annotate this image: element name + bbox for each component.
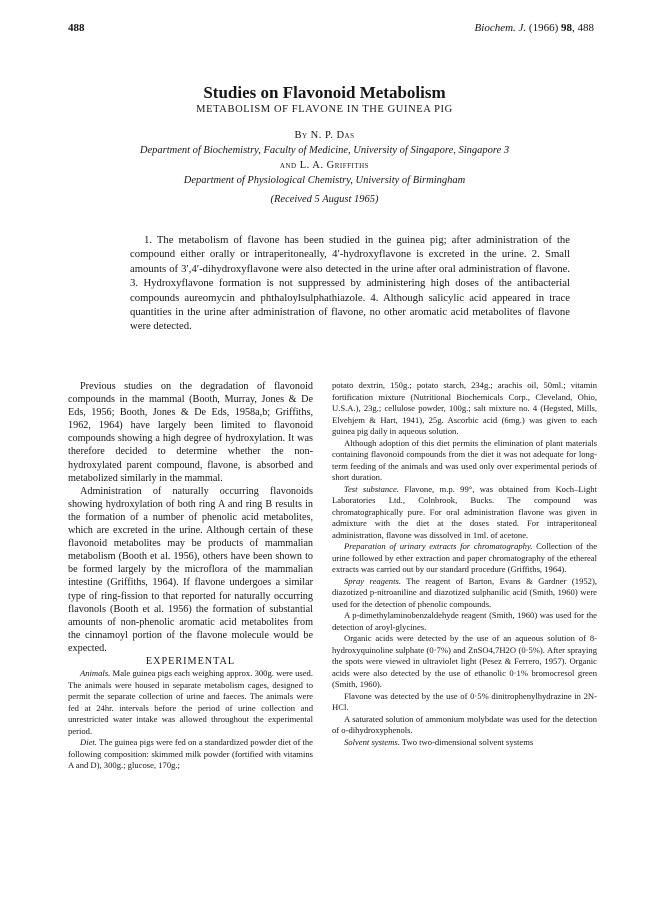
article-title: Studies on Flavonoid Metabolism (203, 83, 446, 102)
spray-reagents-paragraph: Spray reagents. The reagent of Barton, Evans & Gardner (1952), diazotized p-nitroaniline and diazotized sulphanilic acid (Smith, 1960) were used for the detection of phenolic compounds. (332, 575, 597, 609)
article-subtitle: METABOLISM OF FLAVONE IN THE GUINEA PIG (196, 104, 453, 115)
left-column (68, 380, 313, 772)
section-heading-experimental: EXPERIMENTAL (145, 655, 236, 667)
test-substance-paragraph: Test substance. Flavone, m.p. 99°, was obtained from Koch–Light Laboratories Ltd., Colnbrook, Bucks. The compound was chromatographically pure. For oral administration flavone was given in admixture with the diet at the doses stated. For intraperitoneal administration, flavone was dissolved in 1ml. of acetone. (332, 483, 597, 540)
diet-paragraph: Diet. The guinea pigs were fed on a standardized powder diet of the following composition: skimmed milk powder (fortified with vitamins A and D), 300g.; glucose, 170g.; (68, 737, 313, 771)
diet-continued-paragraph: potato dextrin, 150g.; potato starch, 234g.; arachis oil, 50ml.; vitamin fortification mixture (Nutritional Biochemicals Corp., Cleveland, Ohio, U.S.A.), 23g.; cellulose powder, 100g.; salt mixture no. 4 (Hegsted, Mills, Elvehjem & Hart, 1941), 25g. Ascorbic acid (6mg.) was given to each guinea pig daily in aqueous solution. (332, 380, 597, 436)
author-line-2: and L. A. Griffiths (279, 160, 370, 171)
preparation-paragraph: Preparation of urinary extracts for chromatography. Collection of the urine followed by ether extraction and paper chromatography of the ethereal extracts was carried out by our standard procedure (Griffiths, 1964). (332, 541, 598, 574)
received-date: (Received 5 August 1965) (270, 194, 379, 205)
author-line-1: By N. P. Das (294, 130, 355, 141)
running-header (68, 22, 594, 36)
diet-note-paragraph: Although adoption of this diet permits the elimination of plant materials containing flavonoid compounds from the diet it was not adequate for long-term feeding of the animals and was used only over experimental periods of short duration. (332, 437, 597, 482)
intro-paragraph-2: Administration of naturally occurring flavonoids showing hydroxylation of both ring A and ring B results in the formation of a number of phenolic acid metabolites, which are excreted in the urine. Although certain of these flavonoid metabolites may be products of mammalian metabolism (Booth et al. 1956), others have been shown to be formed largely by the microflora of the mammalian intestine (Griffiths, 1964). If flavone undergoes a similar type of ring-fission to that reported for naturally occurring flavonols (Booth et al. 1956) the formation of substantial amounts of non-phenolic aromatic acid metabolites from the cinnamoyl portion of the flavone molecule would be expected. (68, 485, 313, 654)
affiliation-1: Department of Biochemistry, Faculty of Medicine, University of Singapore, Singapore 3 (139, 145, 510, 156)
affiliation-2: Department of Physiological Chemistry, University of Birmingham (183, 175, 466, 186)
organic-acids-paragraph: Organic acids were detected by the use of an aqueous solution of 8-hydroxyquinoline sulphate (0·7%) and ZnSO4,7H2O (0·5%). After spraying the spots were viewed in ultraviolet light (Pesez & Ferrero, 1957). Organic acids were also detected by the use of ethanolic 0·1% bromocresol green (Smith, 1960). (332, 633, 597, 689)
abstract: 1. The metabolism of flavone has been studied in the guinea pig; after administration of the compound either orally or intraperitoneally, 4′-hydroxyflavone is excreted in the urine. 2. Small amounts of 3′,4′-dihydroxyflavone were also detected in the urine after oral administration of flavone. 3. Hydroxyflavone formation is not suppressed by administering high doses of the antibacterial compounds aureomycin and phthaloylsulphathiazole. 4. Although salicylic acid appeared in trace quantities in the urine after administration of flavone, no other aromatic acid metabolites of flavone were detected. (130, 234, 570, 333)
journal-citation: Biochem. J. (1966) 98, 488 (474, 22, 594, 34)
page-number: 488 (68, 22, 85, 34)
animals-paragraph: Animals. Male guinea pigs each weighing approx. 300g. were used. The animals were housed in separate metabolism cages, designed to permit the separate collection of urine and faeces. The animals were fed at 24hr. intervals before the period of urine collection and unrestricted water intake was allowed throughout the experimental period. (68, 668, 313, 736)
intro-paragraph-1: Previous studies on the degradation of flavonoid compounds in the mammal (Booth, Murray, Jones & De Eds, 1956; Booth, Jones & De Eds, 1958a,b; Griffiths, 1962, 1964) have largely been limited to flavonoid compounds showing a high degree of hydroxylation. It was therefore decided to determine whether the non-hydroxylated parent compound, flavone, is absorbed and metabolized similarly in the mammal. (68, 381, 313, 484)
molybdate-paragraph: A saturated solution of ammonium molybdate was used for the detection of o-dihydroxyphenols. (332, 713, 597, 735)
solvent-systems-paragraph: Solvent systems. Two two-dimensional solvent systems (344, 736, 534, 747)
right-column (332, 380, 597, 748)
flavone-detection-paragraph: Flavone was detected by the use of 0·5% dinitrophenylhydrazine in 2N-HCl. (332, 690, 597, 712)
aroyl-glycine-paragraph: A p-dimethylaminobenzaldehyde reagent (Smith, 1960) was used for the detection of aroyl-glycines. (332, 610, 597, 632)
